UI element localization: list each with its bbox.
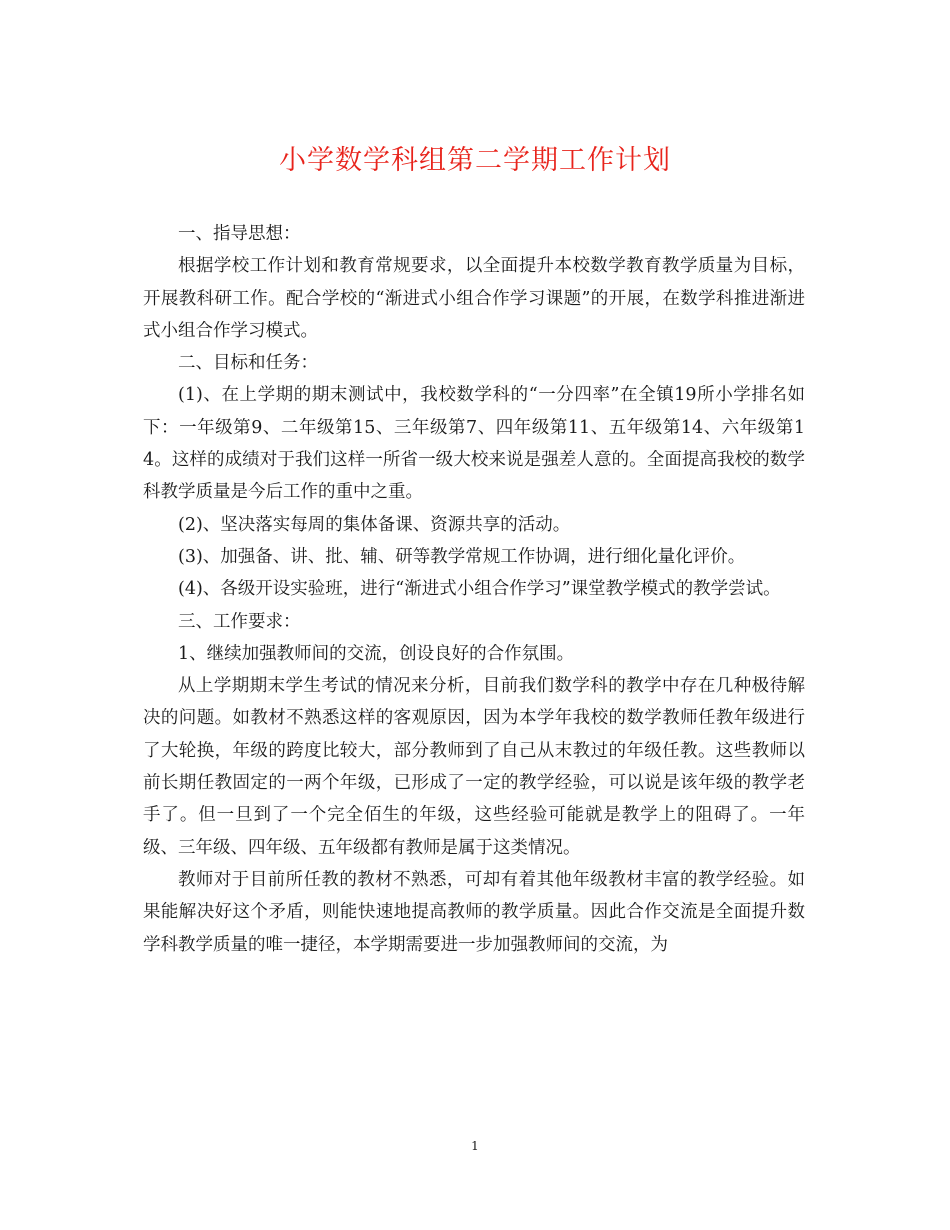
heading-goals-tasks: 二、目标和任务： <box>178 353 318 374</box>
document-body <box>143 218 805 961</box>
heading-guiding-ideology: 一、指导思想： <box>178 224 301 244</box>
paragraph-guiding-ideology: 根据学校工作计划和教育常规要求，以全面提升本校数学教育教学质量为目标，开展教科研工作。配合学校的“渐进式小组合作学习课题”的开展，在数学科推进渐进式小组合作学习模式。 <box>143 256 805 341</box>
page-number: 1 <box>471 1139 479 1153</box>
document-title: 小学数学科组第二学期工作计划 <box>279 145 671 176</box>
paragraph-task-2: (2)、坚决落实每周的集体备课、资源共享的活动。 <box>178 514 571 535</box>
paragraph-task-3: (3)、加强备、讲、批、辅、研等教学常规工作协调，进行细化量化评价。 <box>178 546 746 567</box>
heading-work-requirements: 三、工作要求： <box>178 611 301 632</box>
paragraph-teacher-exchange: 教师对于目前所任教的教材不熟悉，可却有着其他年级教材丰富的教学经验。如果能解决好这个矛盾，则能快速地提高教师的教学质量。因此合作交流是全面提升数学科教学质量的唯一捷径，本学期需要进一步加强教师间的交流，为 <box>143 869 805 955</box>
paragraph-task-1: (1)、在上学期的期末测试中，我校数学科的“一分四率”在全镇19所小学排名如下：一年级第9、二年级第15、三年级第7、四年级第11、五年级第14、六年级第14。这样的成绩对于我们这样一所省一级大校来说是强差人意的。全面提高我校的数学科教学质量是今后工作的重中之重。 <box>143 385 805 503</box>
paragraph-analysis: 从上学期期末学生考试的情况来分析，目前我们数学科的教学中存在几种极待解决的问题。如教材不熟悉这样的客观原因，因为本学年我校的数学教师任教年级进行了大轮换，年级的跨度比较大，部分教师到了自己从末教过的年级任教。这些教师以前长期任教固定的一两个年级，已形成了一定的教学经验，可以说是该年级的教学老手了。但一旦到了一个完全佰生的年级，这些经验可能就是教学上的阻碍了。一年级、三年级、四年级、五年级都有教师是属于这类情况。 <box>143 676 805 858</box>
subheading-requirement-1: 1、继续加强教师间的交流，创设良好的合作氛围。 <box>178 643 575 664</box>
paragraph-task-4: (4)、各级开设实验班，进行“渐进式小组合作学习”课堂教学模式的教学尝试。 <box>178 579 781 600</box>
